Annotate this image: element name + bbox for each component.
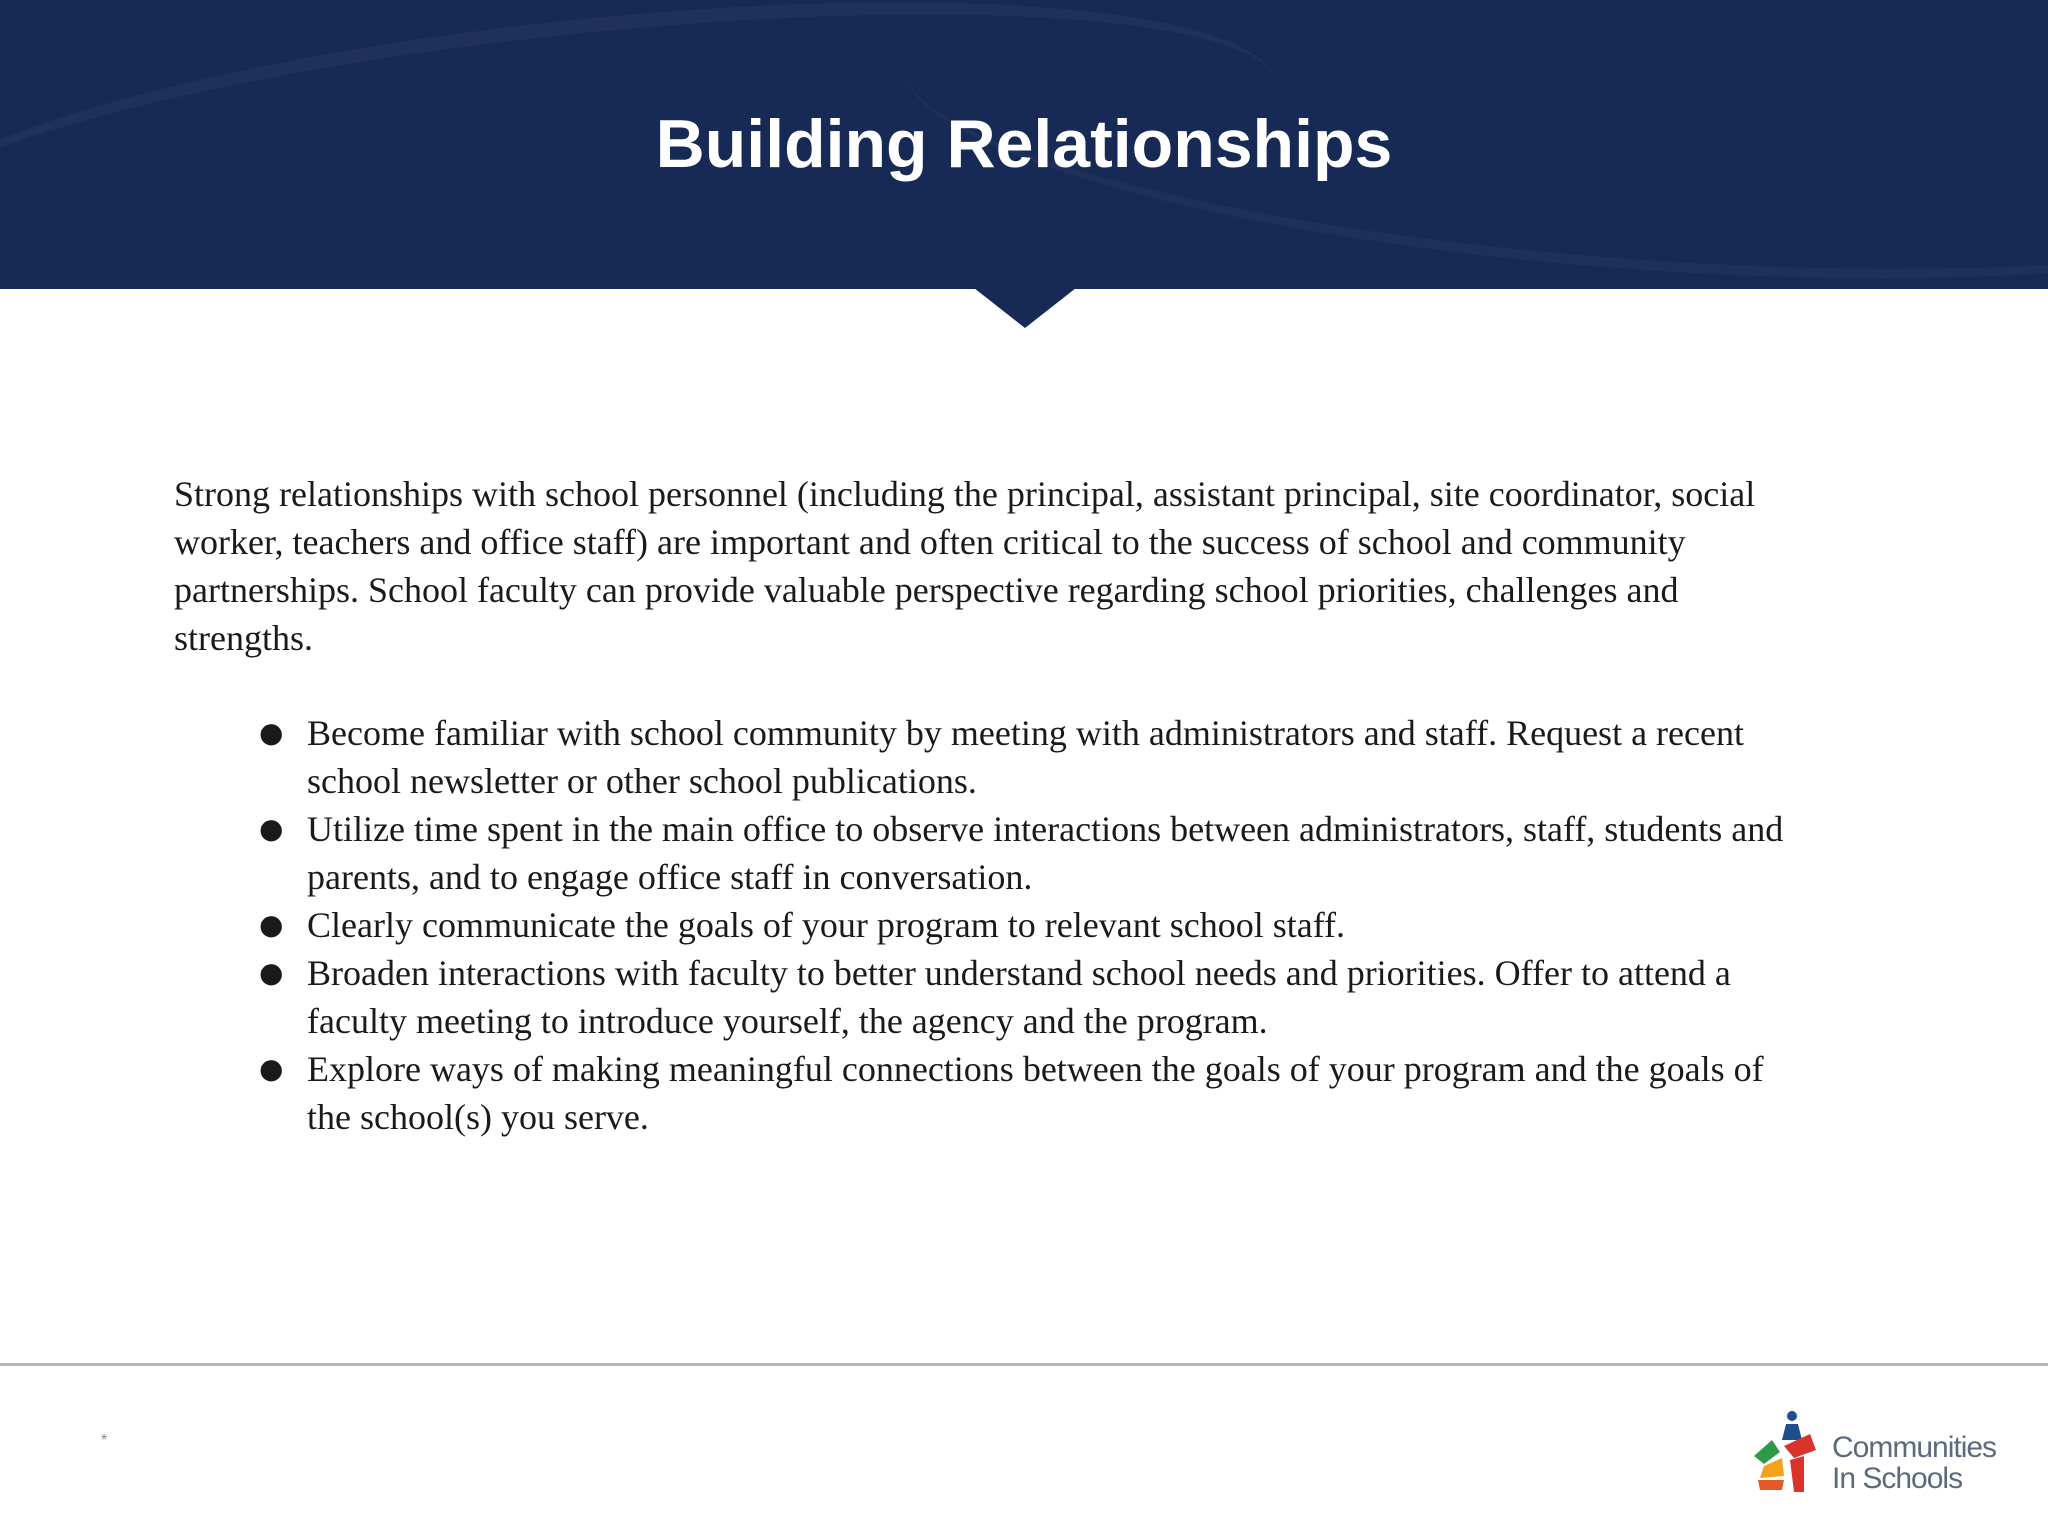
- logo-wordmark: [1832, 1432, 1996, 1494]
- bullet-text: Utilize time spent in the main office to observe interactions between administrators, staff, students and parents, and to engage office staff in conversation.: [307, 809, 1784, 897]
- bullet-dot-icon: ●: [259, 716, 284, 749]
- bullet-item: [255, 949, 1815, 1045]
- logo-wordmark-line1: Communities: [1832, 1431, 1997, 1464]
- bullet-item: [255, 805, 1815, 901]
- slide-number-marker: *: [101, 1432, 108, 1449]
- bullet-item: [255, 901, 1815, 949]
- communities-in-schools-logo-icon: [1750, 1406, 1830, 1496]
- bullet-dot-icon: ●: [259, 812, 284, 845]
- bullet-dot-icon: ●: [259, 956, 284, 989]
- bullet-item: [255, 709, 1815, 805]
- bullet-text: Broaden interactions with faculty to better understand school needs and priorities. Offer to attend a faculty meeting to introduce yourself, the agency and the program.: [307, 953, 1731, 1041]
- bullet-dot-icon: ●: [259, 908, 284, 941]
- bullet-item: [255, 1045, 1815, 1141]
- bullet-dot-icon: ●: [259, 1052, 284, 1085]
- communities-in-schools-logo: [1750, 1406, 2010, 1496]
- header-band: [0, 0, 2048, 289]
- bullet-text: Explore ways of making meaningful connections between the goals of your program and the goals of the school(s) you serve.: [307, 1049, 1764, 1137]
- bullet-list: [255, 709, 1815, 1141]
- bullet-text: Become familiar with school community by meeting with administrators and staff. Request a recent school newsletter or other school publications.: [307, 713, 1744, 801]
- logo-wordmark-line2: In Schools: [1832, 1462, 1963, 1495]
- footer-divider: [0, 1363, 2048, 1366]
- intro-paragraph: Strong relationships with school personnel (including the principal, assistant principal, site coordinator, social worker, teachers and office staff) are important and often critical to the success of school and community partnerships. School faculty can provide valuable perspective regarding school priorities, challenges and strengths.: [174, 474, 1756, 658]
- header-notch-pointer: [974, 288, 1076, 328]
- bullet-text: Clearly communicate the goals of your program to relevant school staff.: [307, 905, 1346, 945]
- slide-title: Building Relationships: [655, 106, 1393, 182]
